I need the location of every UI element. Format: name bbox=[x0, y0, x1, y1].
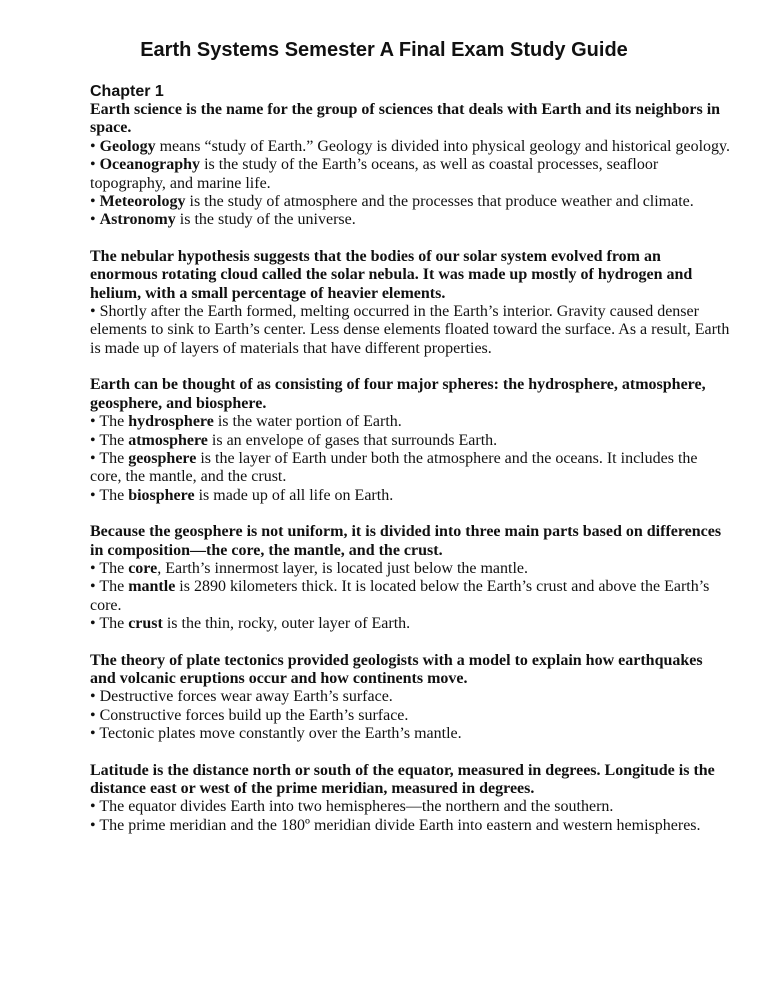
bullet-term: Meteorology bbox=[99, 193, 186, 211]
section-lead: Because the geosphere is not uniform, it is divided into three main parts based on differences in composition—the core, the mantle, and the crust. bbox=[90, 523, 722, 559]
bullet-text: The equator divides Earth into two hemispheres—the northern and the southern. bbox=[99, 798, 614, 816]
bullet-term: hydrosphere bbox=[128, 413, 214, 431]
bullet-text: Destructive forces wear away Earth’s surface. bbox=[99, 688, 393, 706]
bullet-text: is made up of all life on Earth. bbox=[194, 486, 394, 504]
bullet-astronomy bbox=[90, 211, 730, 229]
bullet-text: , Earth’s innermost layer, is located just below the mantle. bbox=[157, 559, 529, 577]
bullet-prefix: • The bbox=[90, 431, 129, 449]
chapter-heading: Chapter 1 bbox=[90, 83, 164, 100]
section-four-spheres bbox=[90, 376, 730, 505]
bullet-mantle bbox=[90, 578, 730, 615]
section-plate-tectonics bbox=[90, 652, 730, 744]
bullet-text: is the study of the universe. bbox=[175, 211, 356, 229]
bullet-atmosphere bbox=[90, 432, 730, 450]
bullet-core bbox=[90, 560, 730, 578]
bullet-prefix: • The bbox=[90, 559, 129, 577]
bullet-text: The prime meridian and the 180º meridian divide Earth into eastern and western hemispheres. bbox=[99, 816, 701, 834]
bullet-prefix: • The bbox=[90, 486, 129, 504]
bullet-prefix: • bbox=[90, 798, 100, 816]
bullet-text: is the thin, rocky, outer layer of Earth. bbox=[162, 615, 411, 633]
section-lead: The theory of plate tectonics provided geologists with a model to explain how earthquakes and volcanic eruptions occur and how continents move. bbox=[90, 651, 703, 687]
bullet-term: crust bbox=[128, 615, 163, 633]
bullet-text: Shortly after the Earth formed, melting occurred in the Earth’s interior. Gravity caused denser elements to sink to Earth’s center. Less dense elements floated toward the surface. As a result, Earth is made up of layers of materials that have different properties. bbox=[90, 303, 730, 357]
bullet-text: is the layer of Earth under both the atmosphere and the oceans. It includes the core, the mantle, and the crust. bbox=[90, 449, 698, 486]
bullet-prefix: • bbox=[90, 303, 100, 321]
bullet-text: means “study of Earth.” Geology is divided into physical geology and historical geology. bbox=[155, 137, 731, 155]
bullet-term: biosphere bbox=[128, 486, 195, 504]
bullet-prefix: • bbox=[90, 725, 100, 743]
bullet-prefix: • bbox=[90, 688, 100, 706]
bullet-hydrosphere bbox=[90, 413, 730, 431]
bullet-prime-meridian bbox=[90, 817, 730, 835]
section-geosphere-parts bbox=[90, 523, 730, 633]
bullet-text: is an envelope of gases that surrounds Earth. bbox=[207, 431, 498, 449]
section-nebular-hypothesis bbox=[90, 248, 730, 358]
bullet-text: is the study of the Earth’s oceans, as well as coastal processes, seafloor topography, and marine life. bbox=[90, 156, 659, 192]
section-earth-science bbox=[90, 101, 730, 230]
bullet-prefix: • The bbox=[90, 413, 129, 431]
bullet-text: Tectonic plates move constantly over the Earth’s mantle. bbox=[99, 725, 462, 743]
bullet-term: mantle bbox=[128, 578, 176, 596]
bullet-prefix: • bbox=[90, 156, 100, 174]
bullet-equator bbox=[90, 798, 730, 816]
section-lead: Earth science is the name for the group of sciences that deals with Earth and its neighbors in space. bbox=[90, 101, 721, 137]
document-page bbox=[90, 38, 730, 853]
bullet-prefix: • The bbox=[90, 578, 129, 596]
bullet-term: core bbox=[128, 559, 158, 577]
bullet-constructive-forces bbox=[90, 707, 730, 725]
bullet-geology bbox=[90, 138, 730, 156]
bullet-tectonic-plates bbox=[90, 725, 730, 743]
bullet-prefix: • The bbox=[90, 615, 129, 633]
bullet-term: Geology bbox=[99, 137, 156, 155]
bullet-geosphere bbox=[90, 450, 730, 487]
bullet-prefix: • bbox=[90, 193, 100, 211]
bullet-earth-formation bbox=[90, 303, 730, 358]
bullet-biosphere bbox=[90, 487, 730, 505]
bullet-prefix: • bbox=[90, 706, 100, 724]
section-lead: Earth can be thought of as consisting of four major spheres: the hydrosphere, atmosphere, geosphere, and biosphere. bbox=[90, 376, 706, 412]
section-latitude-longitude bbox=[90, 762, 730, 836]
bullet-prefix: • bbox=[90, 211, 100, 229]
bullet-term: geosphere bbox=[128, 449, 197, 467]
bullet-text: is the study of atmosphere and the processes that produce weather and climate. bbox=[185, 193, 694, 211]
bullet-prefix: • The bbox=[90, 449, 129, 467]
section-lead: The nebular hypothesis suggests that the bodies of our solar system evolved from an enormous rotating cloud called the solar nebula. It was made up mostly of hydrogen and helium, with a small percentage of heavier elements. bbox=[90, 247, 693, 302]
bullet-meteorology bbox=[90, 193, 730, 211]
bullet-text: is 2890 kilometers thick. It is located below the Earth’s crust and above the Earth’s core. bbox=[90, 578, 710, 614]
bullet-destructive-forces bbox=[90, 688, 730, 706]
bullet-prefix: • bbox=[90, 137, 100, 155]
bullet-text: Constructive forces build up the Earth’s surface. bbox=[99, 706, 409, 724]
bullet-term: Astronomy bbox=[99, 211, 176, 229]
document-title: Earth Systems Semester A Final Exam Study Guide bbox=[140, 39, 628, 61]
bullet-prefix: • bbox=[90, 816, 100, 834]
section-lead: Latitude is the distance north or south of the equator, measured in degrees. Longitude is the distance east or west of the prime meridian, measured in degrees. bbox=[90, 761, 715, 797]
bullet-term: Oceanography bbox=[99, 156, 201, 174]
bullet-text: is the water portion of Earth. bbox=[213, 413, 402, 431]
bullet-oceanography bbox=[90, 156, 730, 193]
bullet-term: atmosphere bbox=[128, 431, 208, 449]
bullet-crust bbox=[90, 615, 730, 633]
